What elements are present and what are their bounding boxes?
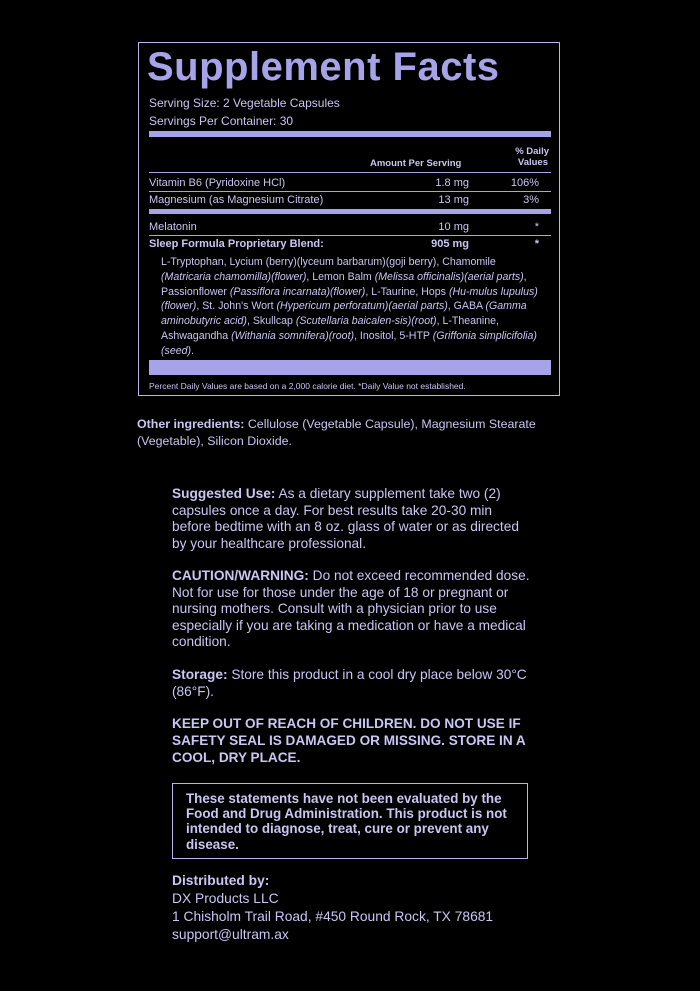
daily-value-header-line2: Values [517,157,548,168]
distributor-info [172,872,493,944]
nutrient-dv: 106% [510,177,539,189]
daily-value-footnote: Percent Daily Values are based on a 2,000 calorie diet. *Daily Value not established. [149,381,466,391]
caution-label: CAUTION/WARNING: [172,568,309,583]
storage [172,667,532,700]
distributor-label: Distributed by: [172,873,270,888]
fda-statement: These statements have not been evaluated by the Food and Drug Administration. This product is not intended to diagnose, treat, cure or prevent any disease. [186,791,507,852]
medium-divider [149,209,551,214]
caution-text: Do not exceed recommended dose. Not for use for those under the age of 18 or pregnant or nursing mothers. Consult with a physician prior to use especially if you are taking a medication or have a medical condition. [172,568,530,650]
servings-per-container: Servings Per Container: 30 [149,114,294,128]
supplement-facts-panel [138,42,560,396]
row-divider [149,191,551,192]
nutrient-amount: 10 mg [438,221,469,233]
other-ingredients-text: Cellulose (Vegetable Capsule), Magnesium Stearate (Vegetable), Silicon Dioxide. [137,417,536,448]
blend-name: Sleep Formula Proprietary Blend: [149,238,324,250]
nutrient-dv: * [534,221,539,233]
keep-out-of-reach-warning: KEEP OUT OF REACH OF CHILDREN. DO NOT USE IF SAFETY SEAL IS DAMAGED OR MISSING. STORE IN A COOL, DRY PLACE. [172,716,526,765]
nutrient-dv: 3% [523,194,539,206]
fda-disclaimer-box [172,783,528,859]
distributor-name: DX Products LLC [172,891,279,906]
row-divider [149,235,551,236]
amount-per-serving-header: Amount Per Serving [370,158,462,169]
thick-divider [149,131,551,137]
bottom-bar [149,360,551,375]
blend-row [149,238,551,254]
daily-value-header [515,146,549,168]
other-ingredients [137,416,557,449]
blend-dv: * [534,238,539,250]
other-ingredients-label: Other ingredients: [137,417,245,431]
suggested-use [172,486,532,552]
suggested-use-label: Suggested Use: [172,486,276,501]
distributor-email: support@ultram.ax [172,927,289,942]
blend-amount: 905 mg [431,238,469,250]
nutrient-row [149,194,551,210]
serving-size: Serving Size: 2 Vegetable Capsules [149,96,340,110]
distributor-address: 1 Chisholm Trail Road, #450 Round Rock, TX 78681 [172,909,494,924]
nutrient-name: Vitamin B6 (Pyridoxine HCl) [149,177,286,189]
header-divider [149,172,551,173]
caution-warning [172,568,532,651]
nutrient-amount: 1.8 mg [435,177,469,189]
suggested-use-text: As a dietary supplement take two (2) capsules once a day. For best results take 20-30 min before bedtime with an 8 oz. glass of water or as directed by your healthcare professional. [172,486,519,551]
nutrient-amount: 13 mg [438,194,469,206]
daily-value-header-line1: % Daily [515,146,549,157]
nutrient-name: Magnesium (as Magnesium Citrate) [149,194,324,206]
nutrient-name: Melatonin [149,221,197,233]
storage-label: Storage: [172,667,228,682]
facts-title: Supplement Facts [147,45,500,89]
blend-ingredients: L-Tryptophan, Lycium (berry)(lyceum barbarum)(goji berry), Chamomile (Matricaria chamomilla)(flower), Lemon Balm (Melissa officinalis)(aerial parts), Passionflower (Passiflora incarnata)(flower), L-Taurine, Hops (Hu-mulus lupulus)(flower), St. John's Wort (Hypericum perforatum)(aerial parts), GABA (Gamma aminobutyric acid), Skullcap (Scutellaria baicalen-sis)(root), L-Theanine, Ashwagandha (Withania somnifera)(root), Inositol, 5-HTP (Griffonia simplicifolia)(seed). [161,256,538,357]
storage-text: Store this product in a cool dry place below 30°C (86°F). [172,667,527,699]
